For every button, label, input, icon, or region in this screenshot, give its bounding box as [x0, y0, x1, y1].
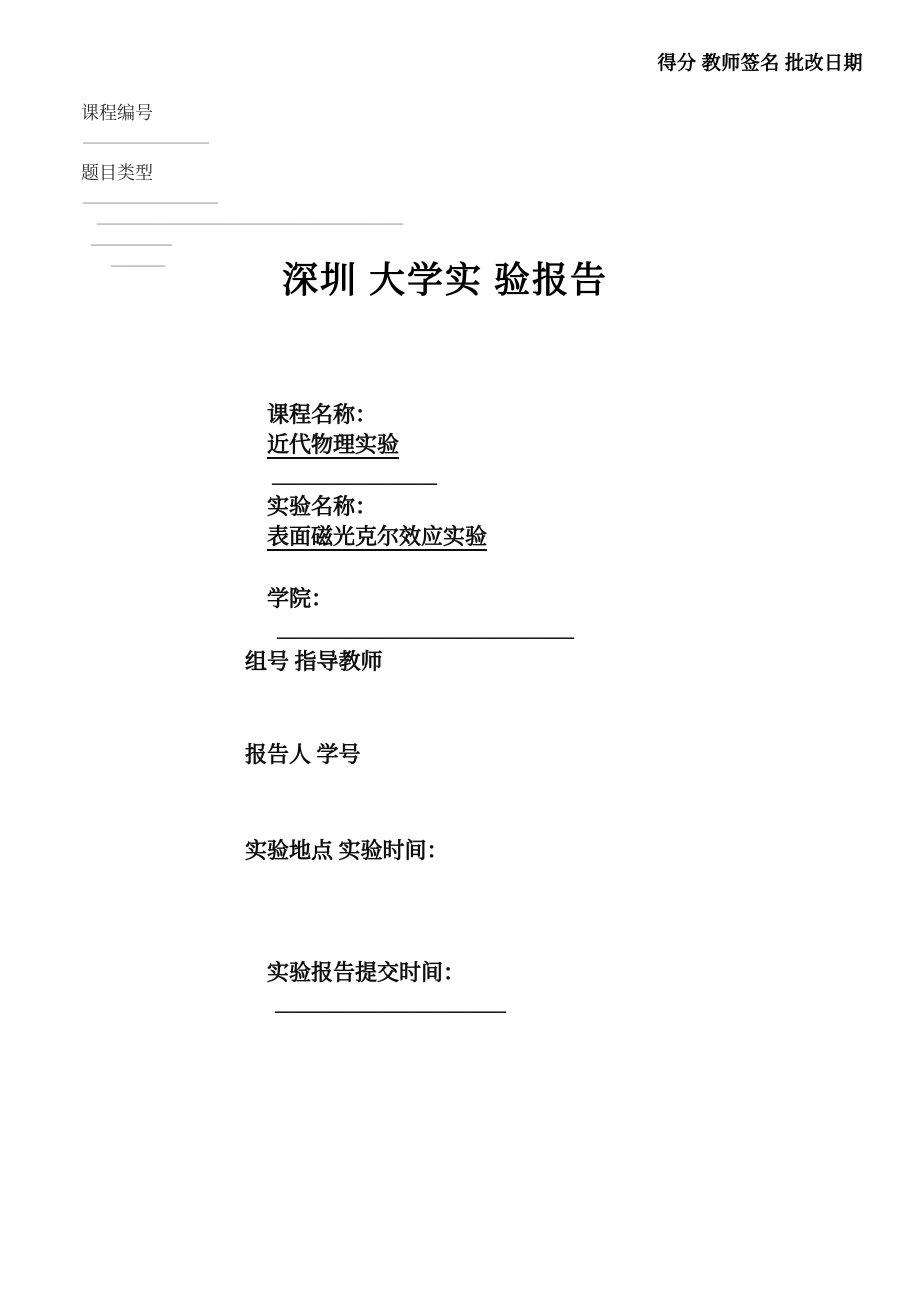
topic-type-blank-4: ______	[111, 248, 165, 268]
course-name-value: 近代物理实验	[267, 432, 400, 457]
college-label: 学院：	[267, 586, 334, 611]
field-reporter-id: 报告人 学号	[245, 742, 361, 767]
field-group-advisor: 组号 指导教师	[245, 649, 383, 674]
experiment-name-value: 表面磁光克尔效应实验	[267, 524, 488, 549]
topic-type-blank-3: _________	[91, 227, 172, 247]
college-blank: ___________________________	[277, 616, 574, 641]
course-name-blank: _______________	[272, 462, 437, 487]
topic-type-blank-2: __________________________________	[97, 206, 403, 226]
course-number-label: 课程编号	[81, 103, 153, 123]
topic-type-label: 题目类型	[81, 163, 153, 183]
submit-time-blank: _____________________	[275, 990, 506, 1015]
field-location-time: 实验地点 实验时间：	[245, 838, 449, 863]
page-title: 深圳 大学实 验报告	[281, 260, 608, 301]
experiment-name-label: 实验名称：	[267, 494, 378, 519]
submit-time-label: 实验报告提交时间：	[267, 960, 466, 985]
course-name-label: 课程名称：	[267, 402, 378, 427]
course-number-blank: ______________	[83, 125, 209, 145]
field-submit-time	[245, 928, 506, 1048]
topic-type-blank-1: _______________	[83, 185, 218, 205]
grading-header: 得分 教师签名 批改日期	[657, 53, 863, 74]
